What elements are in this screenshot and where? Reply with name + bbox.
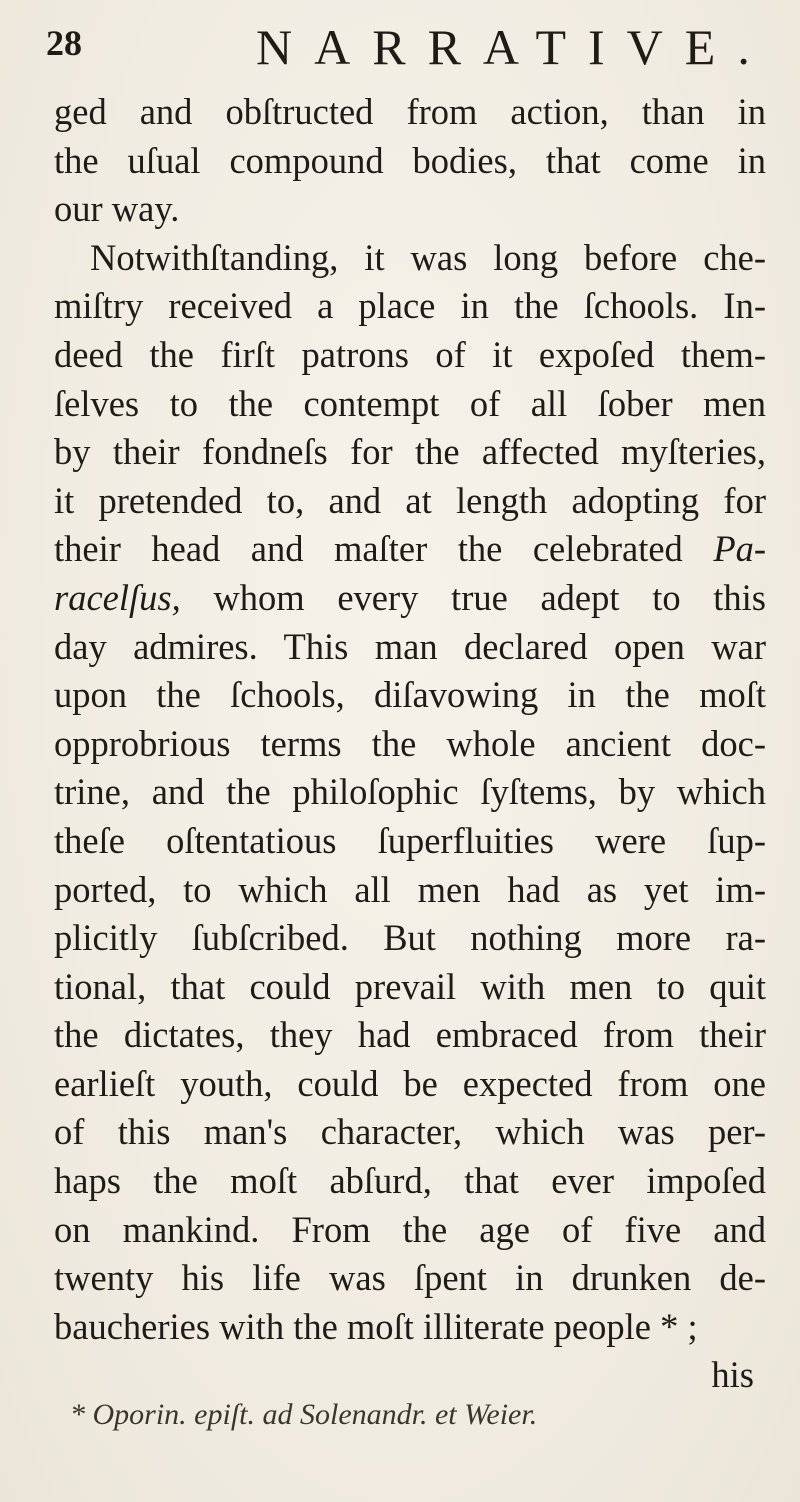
text-line: ported, to which all men had as yet im- — [54, 868, 766, 910]
text-line: our way. — [54, 188, 180, 230]
text-line: the dictates, they had embraced from their — [54, 1014, 766, 1056]
text-line — [54, 574, 766, 623]
text-line: haps the moſt abſurd, that ever impoſed — [54, 1160, 766, 1202]
text-line: day admires. This man declared open war — [54, 625, 766, 667]
body-text — [54, 88, 766, 1400]
text-line: it pretended to, and at length adopting for — [54, 479, 766, 521]
name-paracelsus-part1: Pa- — [713, 528, 766, 570]
text-line: plicitly ſubſcribed. But nothing more ra- — [54, 917, 766, 959]
text-line: upon the ſchools, diſavowing in the moſt — [54, 674, 766, 716]
text-line: opprobrious terms the whole ancient doc- — [54, 722, 766, 764]
text-line: the uſual compound bodies, that come in — [54, 139, 766, 181]
text-line: baucheries with the moſt illiterate people * ; — [54, 1305, 698, 1347]
text-line: trine, and the philoſophic ſyſtems, by which — [54, 771, 766, 813]
text-line: twenty his life was ſpent in drunken de- — [54, 1257, 766, 1299]
text-line: miſtry received a place in the ſchools. In- — [54, 285, 766, 327]
text-line: deed the firſt patrons of it expoſed them- — [54, 333, 766, 375]
footnote: * Oporin. epiſt. ad Solenandr. et Weier. — [70, 1398, 538, 1431]
text-line: by their fondneſs for the affected myſteries, — [54, 431, 766, 473]
text-line: on mankind. From the age of five and — [54, 1208, 766, 1250]
text-line: ged and obſtructed from action, than in — [54, 91, 766, 132]
page-header — [46, 18, 772, 78]
text-line: ſelves to the contempt of all ſober men — [54, 382, 766, 424]
text-line: of this man's character, which was per- — [54, 1111, 766, 1153]
text-fragment: their head and maſter the celebrated — [54, 528, 683, 570]
text-line: earlieſt youth, could be expected from one — [54, 1062, 766, 1104]
text-line: Notwithſtanding, it was long before che- — [90, 236, 766, 278]
text-line — [54, 525, 766, 574]
running-title: NARRATIVE. — [256, 19, 772, 75]
name-paracelsus-part2: racelſus, — [54, 576, 181, 618]
text-line: tional, that could prevail with men to quit — [54, 965, 766, 1007]
page-number: 28 — [46, 23, 82, 63]
text-line: theſe oſtentatious ſuperfluities were ſup- — [54, 819, 766, 861]
catchword: his — [711, 1354, 754, 1396]
text-fragment: whom every true adept to this — [213, 576, 766, 618]
